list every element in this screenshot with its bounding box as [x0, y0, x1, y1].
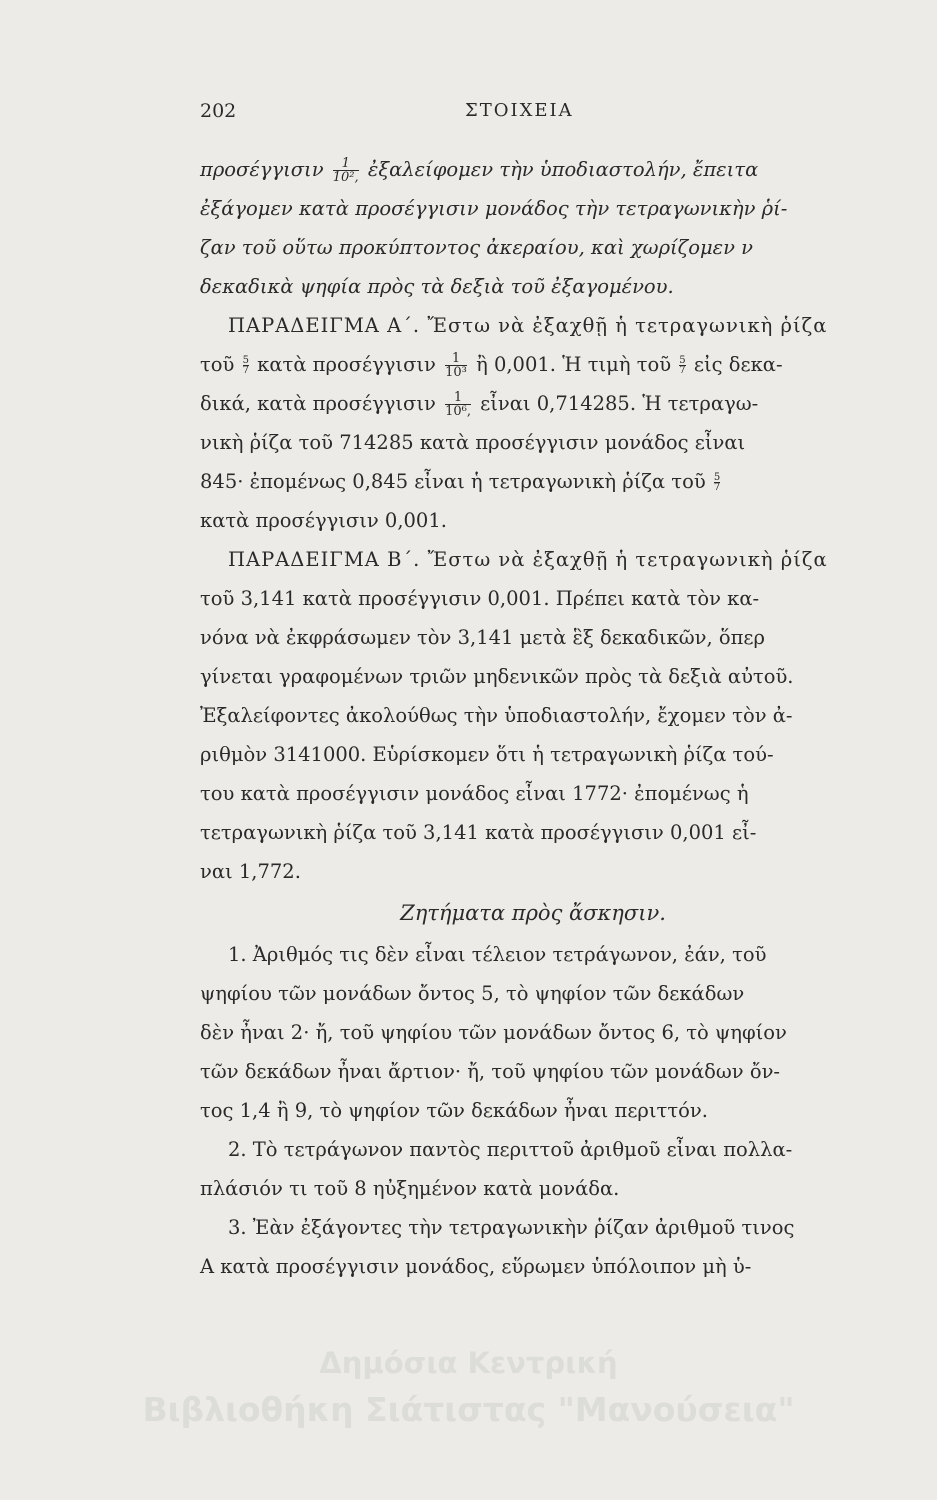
text-line: νόνα νὰ ἐκφράσωμεν τὸν 3,141 μετὰ ἓξ δεκαδικῶν, ὅπερ — [200, 626, 765, 649]
page-number: 202 — [200, 100, 237, 122]
text-line — [200, 462, 866, 501]
fraction-numerator: 1 — [341, 156, 350, 171]
exercise-line: Α κατὰ προσέγγισιν μονάδος, εὕρωμεν ὑπόλοιπον μὴ ὑ- — [200, 1255, 752, 1278]
exercise-line: 1. Ἀριθμός τις δὲν εἶναι τέλειον τετράγωνον, ἐάν, τοῦ — [228, 943, 767, 966]
fraction-numerator: 5 — [713, 472, 721, 483]
text-segment: προσέγγισιν — [200, 158, 324, 181]
fraction — [445, 391, 471, 418]
text-segment: ἢ 0,001. Ἡ τιμὴ τοῦ — [476, 353, 672, 376]
text-line: νικὴ ῥίζα τοῦ 714285 κατὰ προσέγγισιν μονάδος εἶναι — [200, 431, 746, 454]
exercise-line: 2. Τὸ τετράγωνον παντὸς περιττοῦ ἀριθμοῦ εἶναι πολλα- — [228, 1138, 793, 1161]
text-line — [200, 150, 866, 189]
library-watermark-line1: Δημόσια Κεντρική — [319, 1346, 618, 1380]
fraction-denominator: 7 — [679, 365, 686, 376]
text-segment: εἰς δεκα- — [693, 353, 783, 376]
example-heading-line: ΠΑΡΑΔΕΙΓΜΑ Β΄. Ἔστω νὰ ἐξαχθῇ ἡ τετραγωνικὴ ῥίζα — [228, 548, 828, 571]
text-line: του κατὰ προσέγγισιν μονάδος εἶναι 1772· ἐπομένως ἡ — [200, 782, 749, 805]
fraction-numerator: 5 — [242, 355, 249, 366]
section-title: Ζητήματα πρὸς ἄσκησιν. — [400, 901, 666, 925]
fraction-denominator: 7 — [713, 482, 721, 493]
fraction — [333, 157, 359, 184]
text-line: κατὰ προσέγγισιν 0,001. — [200, 509, 447, 532]
fraction-denominator: 7 — [242, 365, 249, 376]
fraction-numerator: 1 — [451, 351, 461, 366]
fraction — [679, 356, 685, 375]
exercise-line: πλάσιόν τι τοῦ 8 ηὐξημένον κατὰ μονάδα. — [200, 1177, 620, 1200]
library-watermark-line2: Βιβλιοθήκη Σιάτιστας "Μανούσεια" — [142, 1390, 795, 1429]
text-segment: εἶναι 0,714285. Ἡ τετραγω- — [480, 392, 759, 415]
text-line — [200, 384, 866, 423]
text-line — [200, 345, 866, 384]
text-line: τοῦ 3,141 κατὰ προσέγγισιν 0,001. Πρέπει κατὰ τὸν κα- — [200, 587, 760, 610]
text-line: ζαν τοῦ οὕτω προκύπτοντος ἀκεραίου, καὶ χωρίζομεν ν — [200, 236, 754, 259]
text-line: ἐξάγομεν κατὰ προσέγγισιν μονάδος τὴν τετραγωνικὴν ῥί- — [200, 197, 788, 220]
exercise-line: δὲν ἦναι 2· ἤ, τοῦ ψηφίου τῶν μονάδων ὄντος 6, τὸ ψηφίον — [200, 1021, 787, 1044]
fraction-numerator: 5 — [679, 355, 686, 366]
example-heading-line: ΠΑΡΑΔΕΙΓΜΑ Α΄. Ἔστω νὰ ἐξαχθῇ ἡ τετραγωνικὴ ῥίζα — [228, 314, 828, 337]
text-segment: ἐξαλείφομεν τὴν ὑποδιαστολήν, ἔπειτα — [367, 158, 759, 181]
text-line: τετραγωνικὴ ῥίζα τοῦ 3,141 κατὰ προσέγγισιν 0,001 εἶ- — [200, 821, 757, 844]
exercise-line: ψηφίου τῶν μονάδων ὄντος 5, τὸ ψηφίον τῶν δεκάδων — [200, 982, 745, 1005]
exercise-line: τῶν δεκάδων ἦναι ἄρτιον· ἤ, τοῦ ψηφίου τῶν μονάδων ὄν- — [200, 1060, 781, 1083]
text-segment: τοῦ — [200, 353, 235, 376]
fraction-denominator: 10⁶, — [445, 404, 471, 419]
exercise-line: 3. Ἐὰν ἐξάγοντες τὴν τετραγωνικὴν ῥίζαν ἀριθμοῦ τινος — [228, 1216, 795, 1239]
running-title: ΣΤΟΙΧΕΙΑ — [465, 100, 574, 121]
text-segment: 845· ἐπομένως 0,845 εἶναι ἡ τετραγωνικὴ ῥίζα τοῦ — [200, 470, 706, 493]
text-segment: δικά, κατὰ προσέγγισιν — [200, 392, 436, 415]
fraction-denominator: 10², — [332, 170, 359, 185]
page-body — [200, 150, 866, 1286]
text-line: γίνεται γραφομένων τριῶν μηδενικῶν πρὸς τὰ δεξιὰ αὐτοῦ. — [200, 665, 794, 688]
fraction-numerator: 1 — [453, 390, 463, 405]
fraction — [445, 352, 467, 379]
text-segment: κατὰ προσέγγισιν — [257, 353, 436, 376]
text-line: ριθμὸν 3141000. Εὑρίσκομεν ὅτι ἡ τετραγωνικὴ ῥίζα τού- — [200, 743, 774, 766]
page-header — [200, 100, 860, 130]
exercise-line: τος 1,4 ἢ 9, τὸ ψηφίον τῶν δεκάδων ἦναι περιττόν. — [200, 1099, 708, 1122]
text-line: Ἐξαλείφοντες ἀκολούθως τὴν ὑποδιαστολήν, ἔχομεν τὸν ἀ- — [200, 704, 793, 727]
fraction — [714, 473, 720, 492]
fraction-denominator: 10³ — [445, 365, 467, 380]
text-line: ναι 1,772. — [200, 860, 301, 883]
fraction — [243, 356, 249, 375]
text-line: δεκαδικὰ ψηφία πρὸς τὰ δεξιὰ τοῦ ἐξαγομένου. — [200, 275, 674, 298]
